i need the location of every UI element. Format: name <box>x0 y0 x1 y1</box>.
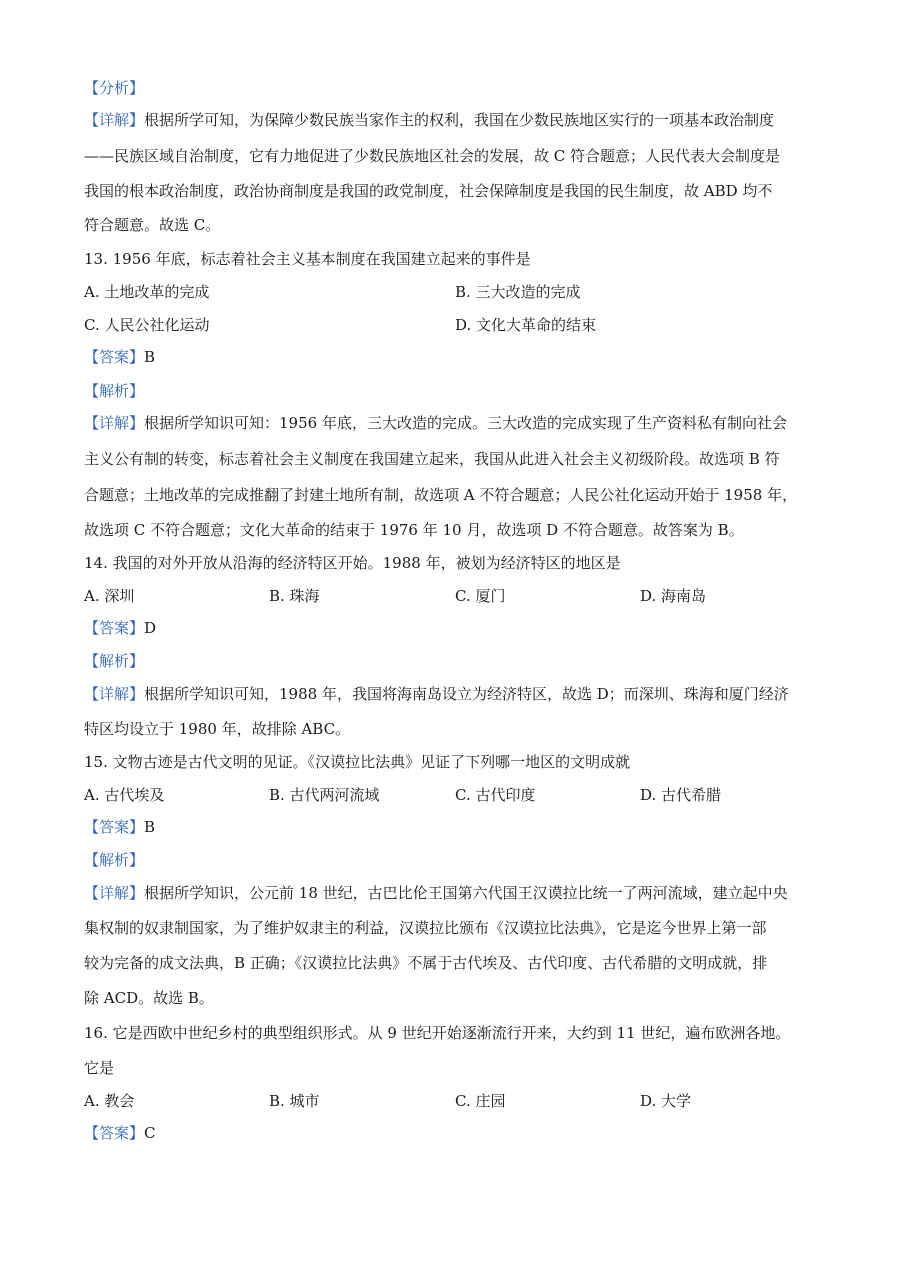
q15-explain-heading <box>84 850 144 870</box>
answer-value: D <box>144 619 157 637</box>
detail-text: 根据所学知识可知：1956 年底，三大改造的完成。三大改造的完成实现了生产资料私有制向社会 <box>144 414 787 432</box>
q15-option-d: D. 古代希腊 <box>640 786 722 804</box>
answer-value: B <box>144 348 156 366</box>
question-14: 14. 我国的对外开放从沿海的经济特区开始。1988 年，被划为经济特区的地区是 <box>84 554 621 572</box>
detail-tag: 【详解】 <box>84 414 145 432</box>
answer-value: B <box>144 818 156 836</box>
question-16-line-1: 16. 它是西欧中世纪乡村的典型组织形式。从 9 世纪开始逐渐流行开来，大约到 11 世纪，遍布欧洲各地。 <box>84 1024 791 1042</box>
answer-tag: 【答案】 <box>84 619 145 637</box>
q14-option-d: D. 海南岛 <box>640 587 707 605</box>
detail-q15-line-1 <box>84 883 788 903</box>
q13-answer <box>84 347 155 367</box>
answer-tag: 【答案】 <box>84 348 145 366</box>
analysis-tag: 【分析】 <box>84 79 145 97</box>
question-15: 15. 文物古迹是古代文明的见证。《汉谟拉比法典》见证了下列哪一地区的文明成就 <box>84 753 631 771</box>
detail-q12-line-3: 我国的根本政治制度，政治协商制度是我国的政党制度，社会保障制度是我国的民生制度，故 ABD 均不 <box>84 182 773 200</box>
analysis-heading <box>84 78 144 98</box>
detail-q12-line-2: ——民族区域自治制度，它有力地促进了少数民族地区社会的发展，故 C 符合题意；人民代表大会制度是 <box>84 147 781 165</box>
detail-q14-line-1 <box>84 684 789 704</box>
q13-option-d: D. 文化大革命的结束 <box>455 316 597 334</box>
detail-text: 根据所学知识，公元前 18 世纪，古巴比伦王国第六代国王汉谟拉比统一了两河流域，建立起中央 <box>144 884 788 902</box>
explain-tag: 【解析】 <box>84 851 145 869</box>
answer-tag: 【答案】 <box>84 818 145 836</box>
q14-option-a: A. 深圳 <box>84 587 135 605</box>
q16-answer <box>84 1123 156 1143</box>
q16-option-c: C. 庄园 <box>455 1092 506 1110</box>
detail-q15-line-4: 除 ACD。故选 B。 <box>84 989 214 1007</box>
detail-tag: 【详解】 <box>84 884 145 902</box>
detail-q15-line-2: 集权制的奴隶制国家，为了维护奴隶主的利益，汉谟拉比颁布《汉谟拉比法典》，它是迄今世界上第一部 <box>84 919 767 937</box>
q14-option-b: B. 珠海 <box>269 587 320 605</box>
detail-tag: 【详解】 <box>84 685 145 703</box>
q15-answer <box>84 817 155 837</box>
q14-explain-heading <box>84 651 144 671</box>
explain-tag: 【解析】 <box>84 382 145 400</box>
detail-q12-line-4: 符合题意。故选 C。 <box>84 216 221 234</box>
detail-q15-line-3: 较为完备的成文法典，B 正确；《汉谟拉比法典》不属于古代埃及、古代印度、古代希腊的文明成就，排 <box>84 954 768 972</box>
answer-value: C <box>144 1124 156 1142</box>
q15-option-a: A. 古代埃及 <box>84 786 165 804</box>
detail-q12-line-1 <box>84 110 774 130</box>
q13-option-b: B. 三大改造的完成 <box>455 283 581 301</box>
detail-q13-line-1 <box>84 413 787 433</box>
answer-tag: 【答案】 <box>84 1124 145 1142</box>
detail-text: 根据所学知识可知，1988 年，我国将海南岛设立为经济特区，故选 D；而深圳、珠海和厦门经济 <box>144 685 789 703</box>
detail-text: 根据所学可知，为保障少数民族当家作主的权利，我国在少数民族地区实行的一项基本政治制度 <box>144 111 775 129</box>
q16-option-b: B. 城市 <box>269 1092 320 1110</box>
detail-q13-line-2: 主义公有制的转变，标志着社会主义制度在我国建立起来，我国从此进入社会主义初级阶段。故选项 B 符 <box>84 450 780 468</box>
detail-q13-line-3: 合题意；土地改革的完成推翻了封建土地所有制，故选项 A 不符合题意；人民公社化运动开始于 1958 年， <box>84 486 798 504</box>
q16-option-a: A. 教会 <box>84 1092 135 1110</box>
detail-q13-line-4: 故选项 C 不符合题意；文化大革命的结束于 1976 年 10 月，故选项 D 不符合题意。故答案为 B。 <box>84 521 744 539</box>
q13-option-a: A. 土地改革的完成 <box>84 283 210 301</box>
q15-option-b: B. 古代两河流域 <box>269 786 380 804</box>
q13-explain-heading <box>84 381 144 401</box>
detail-q14-line-2: 特区均设立于 1980 年，故排除 ABC。 <box>84 720 351 738</box>
q16-option-d: D. 大学 <box>640 1092 692 1110</box>
q15-option-c: C. 古代印度 <box>455 786 536 804</box>
q13-option-c: C. 人民公社化运动 <box>84 316 210 334</box>
q14-answer <box>84 618 156 638</box>
question-13: 13. 1956 年底，标志着社会主义基本制度在我国建立起来的事件是 <box>84 250 531 268</box>
detail-tag: 【详解】 <box>84 111 145 129</box>
question-16-line-2: 它是 <box>84 1059 115 1077</box>
q14-option-c: C. 厦门 <box>455 587 506 605</box>
explain-tag: 【解析】 <box>84 652 145 670</box>
